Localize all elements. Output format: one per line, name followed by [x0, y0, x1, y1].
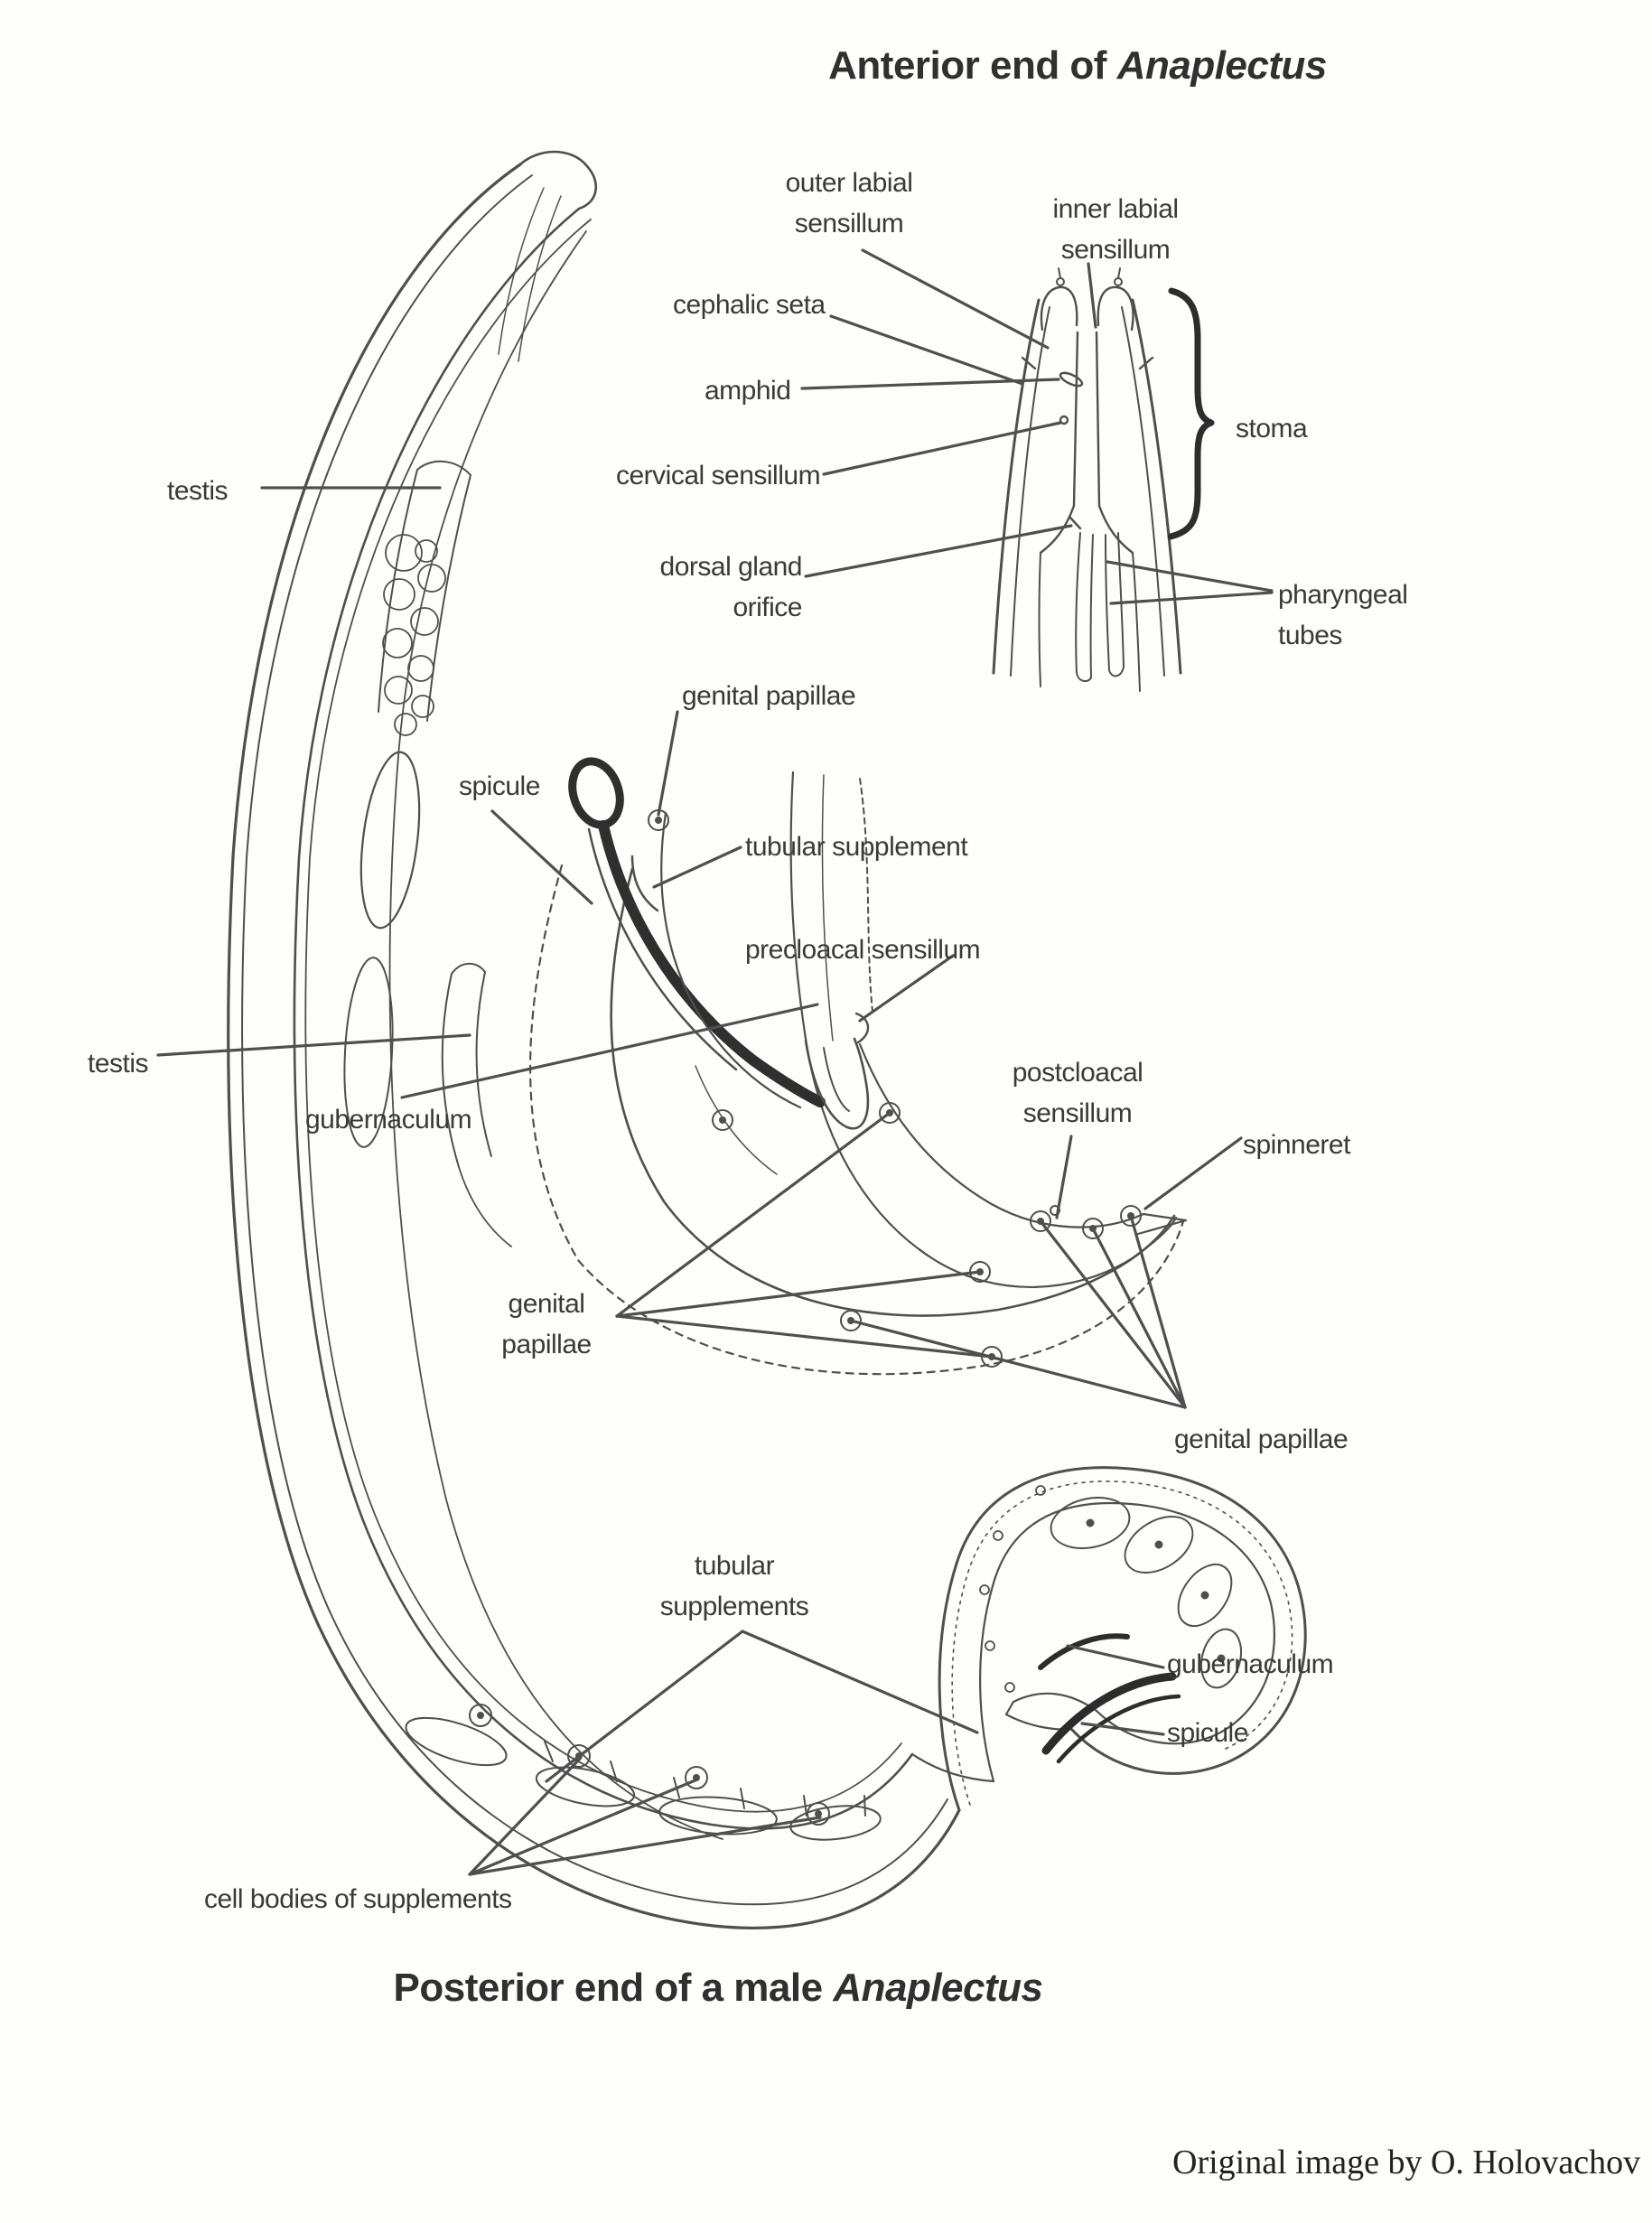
- label-postcloacal-sensillum: postcloacal sensillum: [1012, 1058, 1143, 1128]
- leader-inner-labial: [1088, 264, 1096, 327]
- leader-dorsal-gland: [806, 526, 1071, 576]
- tail-spicule-dark: [1046, 1677, 1172, 1751]
- posterior-title-species: Anaplectus: [833, 1966, 1043, 2010]
- leader-gp-left-1: [617, 1113, 890, 1316]
- anterior-head-inset-drawing: [994, 268, 1211, 691]
- label-genital-papillae-right: genital papillae: [1174, 1424, 1349, 1454]
- label-genital-papillae-mid: genital papillae: [682, 681, 856, 711]
- label-genital-papillae-left: genital papillae: [501, 1289, 592, 1359]
- leader-gp-right-4: [851, 1321, 1185, 1407]
- stoma-brace: [1171, 291, 1211, 537]
- leader-gubernaculum-mid: [402, 1004, 817, 1097]
- anterior-title-species: Anaplectus: [1116, 43, 1327, 88]
- leader-genital-papillae-mid: [658, 712, 677, 815]
- label-dorsal-gland-orifice: dorsal gland orifice: [659, 552, 802, 622]
- spicule-head-drawing: [565, 755, 628, 831]
- leader-gp-right-1: [1041, 1221, 1185, 1407]
- leader-tubular-supplement: [654, 847, 741, 887]
- amphid-mark: [1059, 370, 1084, 388]
- leader-testis-lower: [158, 1035, 470, 1055]
- label-spinneret: spinneret: [1243, 1130, 1350, 1160]
- label-gubernaculum-mid: gubernaculum: [305, 1105, 472, 1135]
- label-amphid: amphid: [705, 376, 791, 406]
- label-precloacal-sensillum: precloacal sensillum: [745, 935, 981, 965]
- leader-gp-left-3: [617, 1316, 992, 1357]
- tail-papillae-dots: [980, 1486, 1045, 1692]
- leader-cephalic-seta: [831, 316, 1022, 384]
- leader-gp-right-3: [1131, 1216, 1185, 1407]
- leader-postcloacal: [1057, 1136, 1071, 1218]
- pharyngeal-tubes-drawing: [1076, 533, 1093, 681]
- leader-cell-bodies-3: [470, 1817, 820, 1874]
- label-testis-top: testis: [167, 476, 229, 506]
- tubular-supplement-mark: [632, 856, 658, 911]
- leader-gp-left-2: [617, 1272, 980, 1316]
- leader-gp-right-2: [1093, 1228, 1185, 1407]
- worm-body-drawing: [229, 152, 959, 1928]
- label-cephalic-seta: cephalic seta: [673, 290, 826, 320]
- label-spicule-bottom: spicule: [1167, 1718, 1248, 1748]
- image-credit: Original image by O. Holovachov: [1172, 2144, 1641, 2181]
- posterior-title-text: Posterior end of a male: [393, 1966, 834, 2010]
- leader-tub-supp-left: [546, 1631, 742, 1781]
- inner-labial-sensillum-mark: [1057, 278, 1064, 285]
- label-pharyngeal-tubes: pharyngeal tubes: [1278, 580, 1408, 650]
- label-spicule-mid: spicule: [459, 771, 540, 801]
- leader-cell-bodies-2: [470, 1779, 697, 1874]
- leader-cell-bodies-1: [470, 1759, 580, 1874]
- label-stoma: stoma: [1236, 414, 1308, 444]
- label-tubular-supplement: tubular supplement: [745, 832, 968, 862]
- leader-pharyngeal-1: [1107, 562, 1272, 591]
- leader-spicule-mid: [492, 811, 592, 903]
- anterior-title-text: Anterior end of: [828, 43, 1117, 88]
- label-outer-labial-sensillum: outer labial sensillum: [785, 168, 913, 238]
- leader-gubernaculum-bottom: [1068, 1646, 1163, 1667]
- stoma-tube: [1074, 332, 1099, 506]
- anterior-title: [828, 43, 1327, 89]
- label-gubernaculum-bottom: gubernaculum: [1167, 1649, 1334, 1679]
- label-cervical-sensillum: cervical sensillum: [616, 461, 821, 490]
- label-cell-bodies: cell bodies of supplements: [204, 1884, 512, 1914]
- leader-outer-labial: [863, 250, 1048, 348]
- tail-gubernaculum-dark: [1041, 1636, 1127, 1667]
- label-tubular-supplements: tubular supplements: [659, 1551, 809, 1621]
- leader-spinneret: [1145, 1138, 1241, 1209]
- label-inner-labial-sensillum: inner labial sensillum: [1052, 194, 1179, 265]
- label-testis-lower: testis: [88, 1049, 149, 1079]
- posterior-title: [394, 1966, 1043, 2011]
- gubernaculum-fork-drawing: [806, 1039, 868, 1128]
